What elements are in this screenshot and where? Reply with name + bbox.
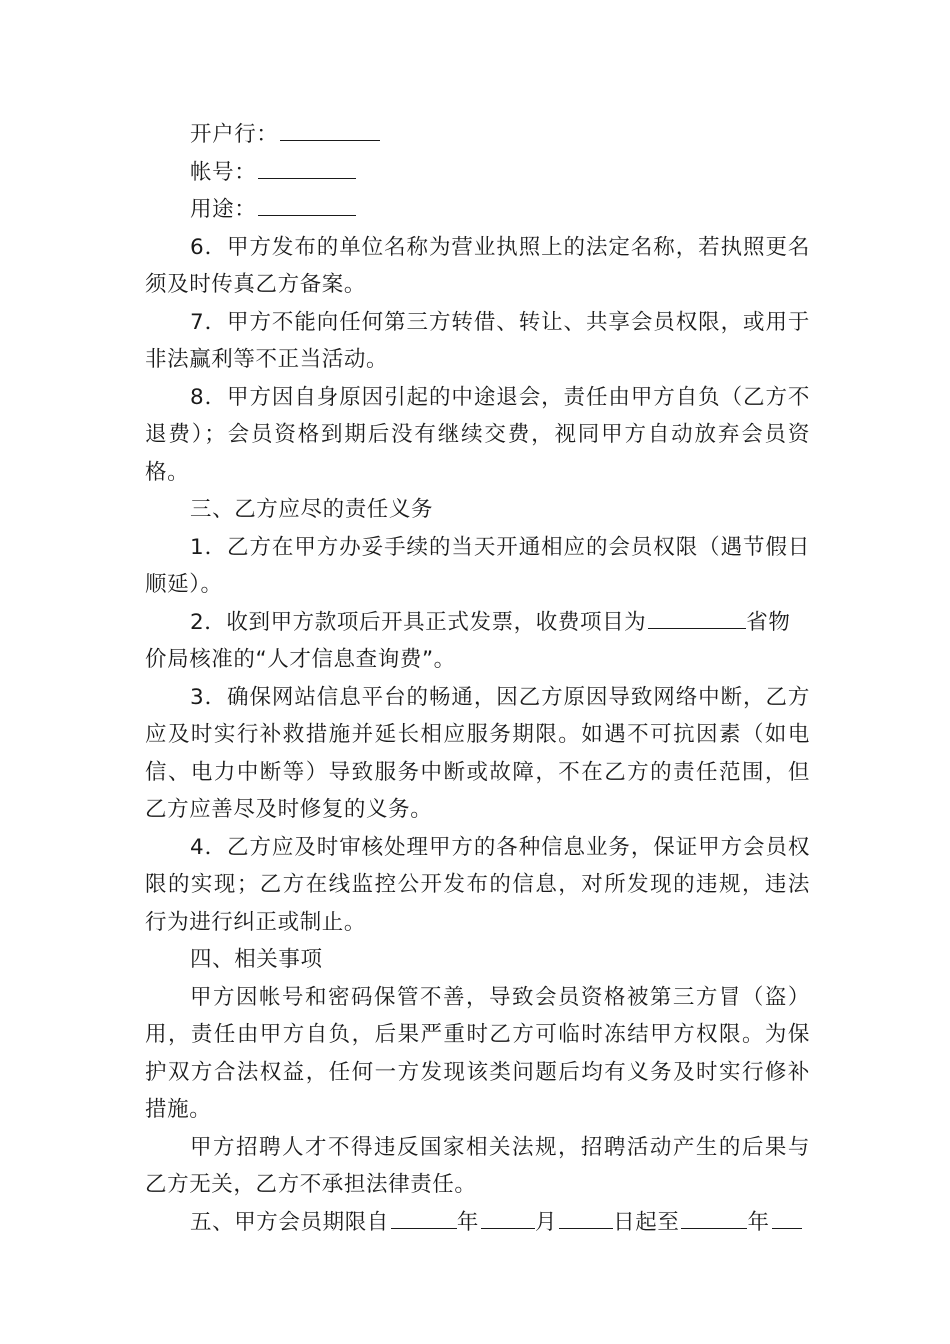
document-body [145, 116, 810, 1241]
term-month-1: 月 [535, 1209, 558, 1235]
clause-8-line-2: 退费）；会员资格到期后没有继续交费，视同甲方自动放弃会员资 [145, 422, 810, 447]
duty-2-line-2: 价局核准的“人才信息查询费”。 [145, 647, 456, 672]
duty-3-line-1: 3．确保网站信息平台的畅通，因乙方原因导致网络中断，乙方 [190, 684, 810, 710]
bank-blank [280, 116, 380, 141]
duty-3-line-3: 信、电力中断等）导致服务中断或故障，不在乙方的责任范围，但 [145, 759, 810, 785]
purpose-line [145, 191, 810, 229]
duty-2-text-pre: 2．收到甲方款项后开具正式发票，收费项目为 [190, 609, 647, 635]
matter-1-line-3: 护双方合法权益，任何一方发现该类问题后均有义务及时实行修补 [145, 1059, 810, 1085]
duty-4-line-1: 4．乙方应及时审核处理甲方的各种信息业务，保证甲方会员权 [190, 834, 810, 860]
term-day-1: 日起至 [613, 1209, 680, 1235]
account-number-blank [258, 154, 356, 179]
duty-2-line-1 [145, 604, 810, 642]
clause-8-line-3: 格。 [145, 459, 190, 485]
start-day-blank [559, 1204, 613, 1229]
matter-1-line-1: 甲方因帐号和密码保管不善，导致会员资格被第三方冒（盗） [190, 984, 810, 1010]
duty-3-line-4: 乙方应善尽及时修复的义务。 [145, 797, 433, 822]
start-month-blank [481, 1204, 535, 1229]
term-text-pre: 五、甲方会员期限自 [190, 1209, 389, 1235]
purpose-label: 用途： [190, 197, 257, 222]
duty-2-text-post: 省物 [746, 609, 791, 635]
duty-4-line-3: 行为进行纠正或制止。 [145, 909, 367, 935]
duty-1-line-2: 顺延）。 [145, 572, 223, 597]
end-month-blank [772, 1204, 802, 1229]
duty-1-line-1: 1．乙方在甲方办妥手续的当天开通相应的会员权限（遇节假日 [190, 534, 810, 560]
account-number-line [145, 154, 810, 192]
clause-6-line-1: 6．甲方发布的单位名称为营业执照上的法定名称，若执照更名 [190, 234, 810, 260]
start-year-blank [391, 1204, 457, 1229]
clause-8-line-1: 8．甲方因自身原因引起的中途退会，责任由甲方自负（乙方不 [190, 384, 810, 410]
matter-1-line-4: 措施。 [145, 1097, 212, 1122]
duty-4-line-2: 限的实现；乙方在线监控公开发布的信息，对所发现的违规，违法 [145, 872, 810, 897]
account-number-label: 帐号： [190, 159, 257, 185]
membership-term-line [145, 1204, 810, 1242]
purpose-blank [258, 191, 356, 216]
term-year-2: 年 [747, 1209, 770, 1235]
matter-2-line-1: 甲方招聘人才不得违反国家相关法规，招聘活动产生的后果与 [190, 1134, 810, 1160]
end-year-blank [681, 1204, 747, 1229]
clause-6-line-2: 须及时传真乙方备案。 [145, 272, 367, 297]
matter-2-line-2: 乙方无关，乙方不承担法律责任。 [145, 1172, 477, 1197]
term-year-1: 年 [456, 1209, 480, 1235]
section-3-heading: 三、乙方应尽的责任义务 [190, 497, 434, 522]
duty-3-line-2: 应及时实行补救措施并延长相应服务期限。如遇不可抗因素（如电 [145, 722, 810, 747]
matter-1-line-2: 用，责任由甲方自负，后果严重时乙方可临时冻结甲方权限。为保 [145, 1022, 810, 1047]
fee-item-blank [648, 604, 746, 629]
clause-7-line-2: 非法赢利等不正当活动。 [145, 347, 389, 372]
clause-7-line-1: 7．甲方不能向任何第三方转借、转让、共享会员权限，或用于 [190, 309, 810, 335]
section-4-heading: 四、相关事项 [190, 947, 323, 972]
bank-line [145, 116, 810, 154]
bank-label: 开户行： [190, 122, 279, 147]
